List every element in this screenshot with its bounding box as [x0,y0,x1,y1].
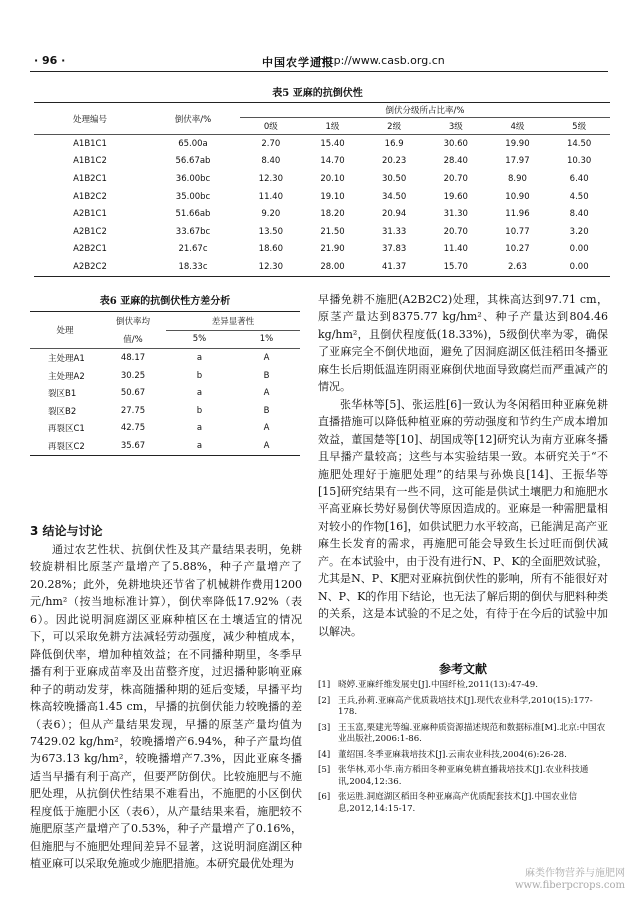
reference-number: [4] [318,749,331,760]
table-cell: 11.40 [443,244,468,255]
table-cell: b [196,370,203,381]
table-cell: 0.00 [548,258,610,276]
reference-text: 王玉富,栗建光等编.亚麻种质资源描述规范和数据标准[M].北京:中国农业出版社,2006:1-86. [338,722,606,744]
table-cell: 41.37 [363,258,425,276]
reference-number: [3] [318,722,331,733]
table-row [34,188,610,206]
table-cell: 34.50 [381,191,407,202]
table-cell: a [166,437,233,455]
table-cell: 4.50 [569,191,589,202]
reference-item [318,696,608,719]
reference-number: [6] [318,792,331,802]
reference-item [318,792,608,815]
references-title: 参考文献 [438,662,487,676]
watermark-text: 麻类作物营养与施肥网 [525,868,625,879]
table-cell: 14.70 [320,156,345,167]
table-cell: 15.40 [302,135,364,153]
table-cell: B [263,370,270,381]
table-cell: 6.40 [569,173,589,184]
table-cell: 35.00bc [175,191,211,202]
table-cell: A [263,423,270,434]
table-cell: 18.33c [146,258,240,276]
table-cell: 10.77 [505,226,530,237]
table-cell: a [166,349,233,367]
table-cell: 36.00bc [175,173,211,184]
table-cell: 9.20 [261,209,281,220]
table-cell: B [263,405,270,416]
table-cell: 18.20 [320,209,345,220]
table5-col-grade: 3级 [425,118,487,135]
table5-body [34,135,610,277]
table-row [30,437,300,455]
table-row [34,205,610,223]
table6-col-mean-line1: 倒伏率均 [100,312,166,331]
reference-text: 张华林,邓小华.南方稻田冬种亚麻免耕直播栽培技术[J].农业科技通讯,2004,12:36. [338,765,589,787]
table6-col-significance: 差异显著性 [166,312,300,331]
table-cell: 3.20 [569,226,589,237]
table-cell: 2.63 [487,258,549,276]
body-column-right [318,291,608,640]
section-heading: 3 结论与讨论 [30,524,103,538]
body-paragraph-left: 通过农艺性状、抗倒伏性及其产量结果表明，免耕较旋耕相比原茎产量增产了5.88%，种子产量增产了20.28%；此外，免耕地块还节省了机械耕作费用1200元/hm²（按当地标准计算），倒伏率降低17.92%（表6）。因此说明洞庭湖区亚麻种植区在土壤适宜的情况下，可以采取免耕方法减轻劳动强度，减少种植成本，降低倒伏率，增加种植效益；在不同播种期里，冬季早播有利于亚麻成苗率及出苗整齐度，过迟播种影响亚麻种子的萌动发芽，株高随播种期的延后变矮，早播平均株高较晚播高1.45 cm，早播的抗倒伏能力较晚播的差（表6）；但从产量结果发现，早播的原茎产量均值为7429.02 kg/hm²，较晚播增产6.94%，种子产量均值为673.13 kg/hm²，较晚播增产7.3%，因此亚麻冬播适当早播有利于高产，但要严防倒伏。比较施肥与不施肥处理，从抗倒伏性结果不难看出，不施肥的小区倒伏程度低于施肥小区（表6），从产量结果来看，施肥较不施肥原茎产量增产了0.53%，种子产量增产了0.16%，但施肥与不施肥处理间差异不显著，这说明洞庭湖区种植亚麻可以采取免施或少施肥措施。本研究最优处理为 [30,543,302,871]
table-cell: 17.97 [505,156,530,167]
table-cell: a [196,388,203,399]
table-cell: 20.70 [443,226,468,237]
table-cell: 51.66ab [175,209,211,220]
table5-col-grade: 2级 [363,118,425,135]
table-cell: 19.60 [443,191,468,202]
table-cell: 再裂区C1 [48,424,85,435]
table-cell: 31.30 [443,209,468,220]
table-cell: 30.60 [425,135,487,153]
table-cell: 33.67bc [175,226,211,237]
table-cell: 35.67 [100,437,166,455]
table-cell: 20.23 [381,156,407,167]
table-cell: 21.50 [320,226,345,237]
table-cell: A1B1C1 [34,135,146,153]
table-cell: A1B2C1 [73,173,107,184]
reference-item [318,750,608,762]
table-cell: 42.75 [120,423,146,434]
table5-col-grade: 1级 [302,118,364,135]
reference-item [318,765,608,788]
table-cell: 15.70 [425,258,487,276]
table-cell: 14.50 [548,135,610,153]
table-cell: A [233,437,300,455]
table-row [30,349,300,367]
table-cell: 8.90 [507,173,527,184]
table5-col-treatment: 处理编号 [34,103,146,135]
header-rule [30,71,608,72]
table-cell: 18.60 [258,244,283,255]
table-cell: 12.30 [258,173,283,184]
table-cell: A2B2C2 [34,258,146,276]
reference-number: [5] [318,765,331,775]
table-cell: 50.67 [120,388,146,399]
table-row [30,367,300,385]
watermark-url: www.fiberpcrops.com [514,880,625,891]
table-cell: 裂区B2 [48,406,77,417]
table5-col-grade: 0级 [240,118,302,135]
table-row [30,384,300,402]
table-row [34,135,610,153]
reference-item [318,680,608,692]
journal-url[interactable]: http://www.casb.org.cn [318,54,445,67]
table-cell: 16.9 [363,135,425,153]
table-row [30,420,300,438]
table6 [30,311,300,456]
table5-col-lodging-rate: 倒伏率/% [146,103,240,135]
table-row [34,223,610,241]
table-cell: A2B2C1 [73,244,107,255]
reference-number: [1] [318,680,331,690]
table-cell: 2.70 [240,135,302,153]
table-cell: 27.75 [120,405,146,416]
table-cell: 11.96 [505,209,530,220]
table-cell: 10.90 [505,191,530,202]
table-row [34,170,610,188]
table-cell: 主处理A2 [48,371,85,382]
table6-body [30,349,300,456]
table-cell: 13.50 [258,226,283,237]
table-cell: 30.50 [381,173,407,184]
table5-col-grade-group: 倒伏分级所占比率/% [240,103,610,118]
table-cell: 10.27 [505,244,530,255]
table-cell: 30.25 [120,370,146,381]
table-cell: 11.40 [258,191,283,202]
table-cell: A2B1C1 [73,209,107,220]
table6-col-1pct: 1% [233,330,300,349]
table5 [34,102,610,277]
table-cell: A1B2C2 [73,191,107,202]
reference-text: 晓婷.亚麻纤维发展史[J].中国纤检,2011(13):47-49. [338,680,538,690]
table-cell: 主处理A1 [30,349,100,367]
table-cell: 56.67ab [175,156,211,167]
table-cell: 48.17 [100,349,166,367]
table-cell: 裂区B1 [48,389,77,400]
table-cell: 28.00 [302,258,364,276]
table-row [34,241,610,259]
table-cell: 19.90 [487,135,549,153]
table-cell: 28.40 [443,156,468,167]
table-cell: b [196,405,203,416]
table6-col-mean-line2: 值/% [123,335,143,346]
table-row [34,258,610,276]
table-cell: a [196,423,203,434]
page-number: · 96 · [34,54,66,67]
table-cell: 20.94 [381,209,407,220]
table-cell: A1B1C2 [73,156,107,167]
reference-item [318,723,608,746]
table6-col-treatment: 处理 [30,312,100,349]
table-cell: A2B1C2 [73,226,107,237]
table-cell: 19.10 [320,191,345,202]
table-row [34,153,610,171]
body-paragraph: 张华林等[5]、张运胜[6]一致认为冬闲稻田种亚麻免耕直播措施可以降低种植亚麻的劳动强度和节约生产成本增加效益，董国楚等[10]、胡国成等[12]研究认为南方亚麻冬播且早播产量较高；这些与本实验结果一致。本研究关于“不施肥处理好于施肥处理”的结果与孙焕良[14]、王振华等[15]研究结果有一些不同，这可能是供试土壤肥力和施肥水平高亚麻长势好易倒伏等原因造成的。亚麻是一种需肥量相对较小的作物[16]，如供试肥力水平较高，已能满足高产亚麻生长发育的需求，再施肥可能会导致生长过旺而倒伏减产。在本试验中，由于没有进行N、P、K的全面肥效试验，尤其是N、P、K肥对亚麻抗倒伏性的影响，所有不能很好对N、P、K的作用下结论，也无法了解后期的倒伏与肥料种类的关系，这是本试验的不足之处，有待于在今后的试验中加以解决。 [318,397,608,638]
table-cell: 20.10 [320,173,345,184]
table-row [30,402,300,420]
table-cell: 8.40 [569,209,589,220]
table5-title: 表5 亚麻的抗倒伏性 [272,88,363,99]
table-cell: A [263,388,270,399]
table-cell: A [233,349,300,367]
table5-col-grade: 4级 [487,118,549,135]
table-cell: 37.83 [381,244,407,255]
table-cell: 12.30 [240,258,302,276]
table-cell: 21.90 [320,244,345,255]
table6-title: 表6 亚麻的抗倒伏性方差分析 [99,296,231,307]
table5-col-grade: 5级 [548,118,610,135]
reference-text: 张运胜.洞庭湖区稻田冬种亚麻高产优质配套技术[J].中国农业信息,2012,14:15-17. [338,792,578,814]
reference-number: [2] [318,695,331,706]
table-cell: 20.70 [443,173,468,184]
references-list [318,680,608,819]
table6-col-5pct: 5% [166,330,233,349]
table-cell: 0.00 [569,244,589,255]
reference-text: 王兵,孙莉.亚麻高产优质栽培技术[J].现代农业科学,2010(15):177-178. [338,695,593,717]
table-cell: 再裂区C2 [30,437,100,455]
table-cell: 21.67c [178,244,208,255]
table-cell: 10.30 [566,156,592,167]
table-cell: 31.33 [381,226,407,237]
body-paragraph: 早播免耕不施肥(A2B2C2)处理，其株高达到97.71 cm，原茎产量达到8375.77 kg/hm²、种子产量达到804.46 kg/hm²，且倒伏程度低(18.33%)，5级倒伏率为零，确保了亚麻完全不倒伏地面，避免了因洞庭湖区低洼稻田冬播亚麻生长后期低温连阴雨亚麻倒伏地面导致腐烂而严重减产的情况。 [318,293,608,394]
reference-text: 董绍国.冬季亚麻栽培技术[J].云南农业科技,2004(6):26-28. [338,749,567,760]
table-cell: 65.00a [146,135,240,153]
table-cell: 8.40 [261,156,281,167]
journal-name: 中国农学通报 [262,56,334,69]
watermark [515,868,625,892]
